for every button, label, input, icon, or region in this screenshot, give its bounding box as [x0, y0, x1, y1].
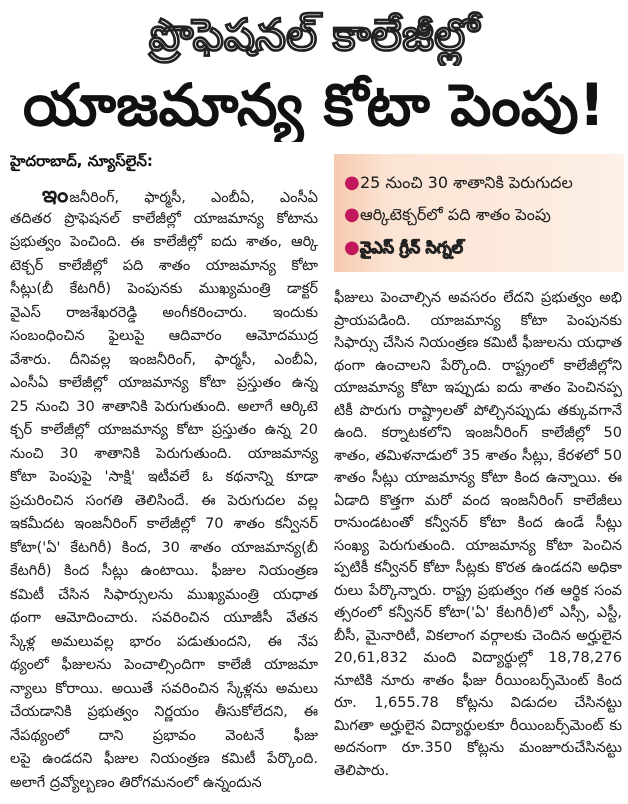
kicker-headline: ప్రొఫెషనల్ కాలేజీల్లో — [148, 10, 480, 61]
bullet-icon: ● — [344, 204, 360, 225]
text-line: అదనంగా రూ.350 కోట్లను మంజూరుచేసినట్టు — [334, 740, 622, 756]
highlight-item — [344, 234, 616, 262]
text-line: థ్యంలో ఫీజులను పెంచాల్సిందిగా కాలేజీ యాజమా — [10, 657, 318, 673]
article-right-column — [334, 287, 622, 782]
text-line: నేపథ్యంలో దాని ప్రభావం వెంటనే ఫీజు — [10, 727, 318, 744]
text-line: బీసీ, మైనారిటీ, వికలాంగ వర్గాలకు చెందిన అర్హులైన — [334, 627, 622, 644]
text-line: ప్రాయపడింది. యాజమాన్య కోటా పెంపునకు — [334, 312, 622, 329]
drop-cap: ఇం — [42, 184, 69, 208]
text-line: లపై ఉండదని ఫీజుల నియంత్రణ కమిటీ పేర్కొంది. — [10, 751, 318, 767]
text-line: ప్పటికీ కన్వీనర్ కోటా సీట్లకు కొరత ఉండదని అధికా — [334, 560, 622, 576]
text-line: ఏడాది కొత్తగా మరో వంద ఇంజనీరింగ్ కాలేజీలు — [334, 492, 622, 509]
text-line: ఎంసీఏ కాలేజీల్లో యాజమాన్య కోటా ప్రస్తుతం ఉన్న — [10, 375, 318, 391]
text-line: క్చర్ కాలేజీల్లో యాజమాన్య కోటా ప్రస్తుతం ఉన్న 20 — [10, 422, 318, 438]
text-line: రానుండటంతో కన్వీనర్ కోటా కింద ఉండే సీట్లు — [334, 515, 622, 531]
text-line: ఉంది. కర్నాటకలోని ఇంజనీరింగ్ కాలేజీల్లో 50 — [334, 425, 622, 441]
text-line — [10, 184, 318, 208]
text-line: సంబంధించిన ఫైలుపై ఆదివారం ఆమోదముద్ర — [10, 328, 318, 344]
article-left-column — [10, 184, 318, 795]
text-line: రులు పేర్కొన్నారు. రాష్ట్ర ప్రభుత్వం గత ఆర్థిక సంవ — [334, 582, 622, 599]
text-line: కమిటీ చేసిన సిఫార్సులను ముఖ్యమంత్రి యధాత — [10, 586, 318, 603]
text-line: తెలిపారు. — [334, 762, 390, 779]
highlight-item — [344, 169, 616, 197]
text-line: శాతం సీట్లు యాజమాన్య కోటా కింద ఉన్నాయి. ఈ — [334, 470, 622, 486]
text-line: ఇకమీదట ఇంజనీరింగ్ కాలేజీల్లో 70 శాతం కన్వీనర్ — [10, 516, 318, 532]
bullet-icon: ● — [344, 237, 360, 258]
text-line: రూ. 1,655.78 కోట్లను విడుదల చేసినట్టు — [334, 695, 622, 711]
text-line: ప్రచురించిన సంగతి తెలిసిందే. ఈ పెరుగుదల వల్ల — [10, 492, 318, 509]
text-line: వైఎస్ రాజశేఖరరెడ్డి అంగీకరించారు. ఇందుకు — [10, 304, 318, 321]
text-line: 20,61,832 మంది విద్యార్థుల్లో 18,78,276 — [334, 650, 622, 666]
highlight-item — [344, 201, 616, 229]
highlight-text: ఆర్కిటెక్చర్‌లో పది శాతం పెంపు — [360, 205, 551, 224]
dateline: హైదరాబాద్, న్యూస్‌లైన్: — [10, 152, 153, 170]
text-line: చేయడానికి ప్రభుత్వం నిర్ణయం తీసుకోలేదని, ఈ — [10, 704, 318, 720]
text-line: 25 నుంచి 30 శాతానికి పెరుగుతుంది. అలాగే ఆర్కిటె — [10, 398, 318, 415]
text-line: కోటా('ఏ' కేటగిరీ) కింద, 30 శాతం యాజమాన్య(బీ — [10, 539, 318, 556]
text-line: ప్రభుత్వం పెంచింది. ఈ కాలేజీల్లో ఐదు శాతం, ఆర్కి — [10, 234, 318, 250]
main-headline: యాజమాన్య కోటా పెంపు! — [22, 71, 606, 139]
text-line: తదితర ప్రొఫెషనల్ కాలేజీల్లో యాజమాన్య కోటాను — [10, 210, 318, 227]
text-line: నుంచి 30 శాతానికి పెరుగుతుంది. యాజమాన్య — [10, 445, 318, 462]
text-line: సీట్లు(బీ కేటగిరీ) పెంపునకు ముఖ్యమంత్రి డాక్టర్ — [10, 281, 318, 297]
text-line: న్యాలు కోరాయి. అయితే సవరించిన స్కేళ్లను అమలు — [10, 680, 318, 697]
highlight-text: వైఎస్ గ్రీన్ సిగ్నల్ — [360, 238, 463, 257]
text-line: యాజమాన్య కోటా ఇప్పుడు ఐదు శాతం పెంచినప్ప — [334, 380, 622, 396]
text-line-rest: జనీరింగ్, ఫార్మసీ, ఎంబీఏ, ఎంసీఏ — [69, 190, 318, 206]
text-line: అలాగే ద్రవ్యోల్బణం తిరోగమనంలో ఉన్నందున — [10, 774, 262, 791]
text-line: నూటికి నూరు శాతం ఫీజు రీయింబర్స్‌మెంట్ కింద — [334, 672, 622, 689]
highlight-text: 25 నుంచి 30 శాతానికి పెరుగుదల — [360, 173, 573, 192]
text-line: థంగా ఉంచాలని పేర్కొంది. రాష్ట్రంలో కాలేజీల్లోని — [334, 357, 622, 374]
highlights-box — [334, 154, 624, 272]
text-line: థంగా ఆమోదించారు. సవరించిన యూజీసీ వేతన — [10, 610, 318, 626]
text-line: శాతం, తమిళనాడులో 35 శాతం సీట్లు, కేరళలో 50 — [334, 447, 622, 464]
text-line: త్సరంలో కన్వీనర్ కోటా('ఏ' కేటగిరీ)లో ఎస్సీ, ఎస్టీ, — [334, 605, 622, 621]
bullet-icon: ● — [344, 172, 360, 193]
text-line: సంఖ్య పెరుగుతుంది. యాజమాన్య కోటా పెంచిన — [334, 537, 622, 554]
text-line: సిఫార్సు చేసిన నియంత్రణ కమిటీ ఫీజులను యధాత — [334, 335, 622, 351]
text-line: ఫీజులు పెంచాల్సిన అవసరం లేదని ప్రభుత్వం అభి — [334, 290, 622, 306]
text-line: కేటగిరీ) కింద సీట్లు ఉంటాయి. ఫీజుల నియంత్రణ — [10, 563, 318, 579]
text-line: వేశారు. దీనివల్ల ఇంజనీరింగ్, ఫార్మసీ, ఎంబీఏ, — [10, 351, 318, 368]
text-line: మిగతా అర్హులైన విద్యార్థులకూ రీయింబర్స్‌మెంట్ కు — [334, 717, 622, 734]
text-line: స్కేళ్ల అమలువల్ల భారం పడుతుందని, ఈ నేప — [10, 633, 318, 650]
text-line: టెక్చర్ కాలేజీల్లో పది శాతం యాజమాన్య కోటా — [10, 257, 318, 274]
text-line: కోటా పెంపుపై 'సాక్షి' ఇటీవలే ఓ కథనాన్ని కూడా — [10, 469, 318, 485]
text-line: టికీ పొరుగు రాష్ట్రాలతో పోల్చినప్పుడు తక్కువగానే — [334, 402, 622, 419]
